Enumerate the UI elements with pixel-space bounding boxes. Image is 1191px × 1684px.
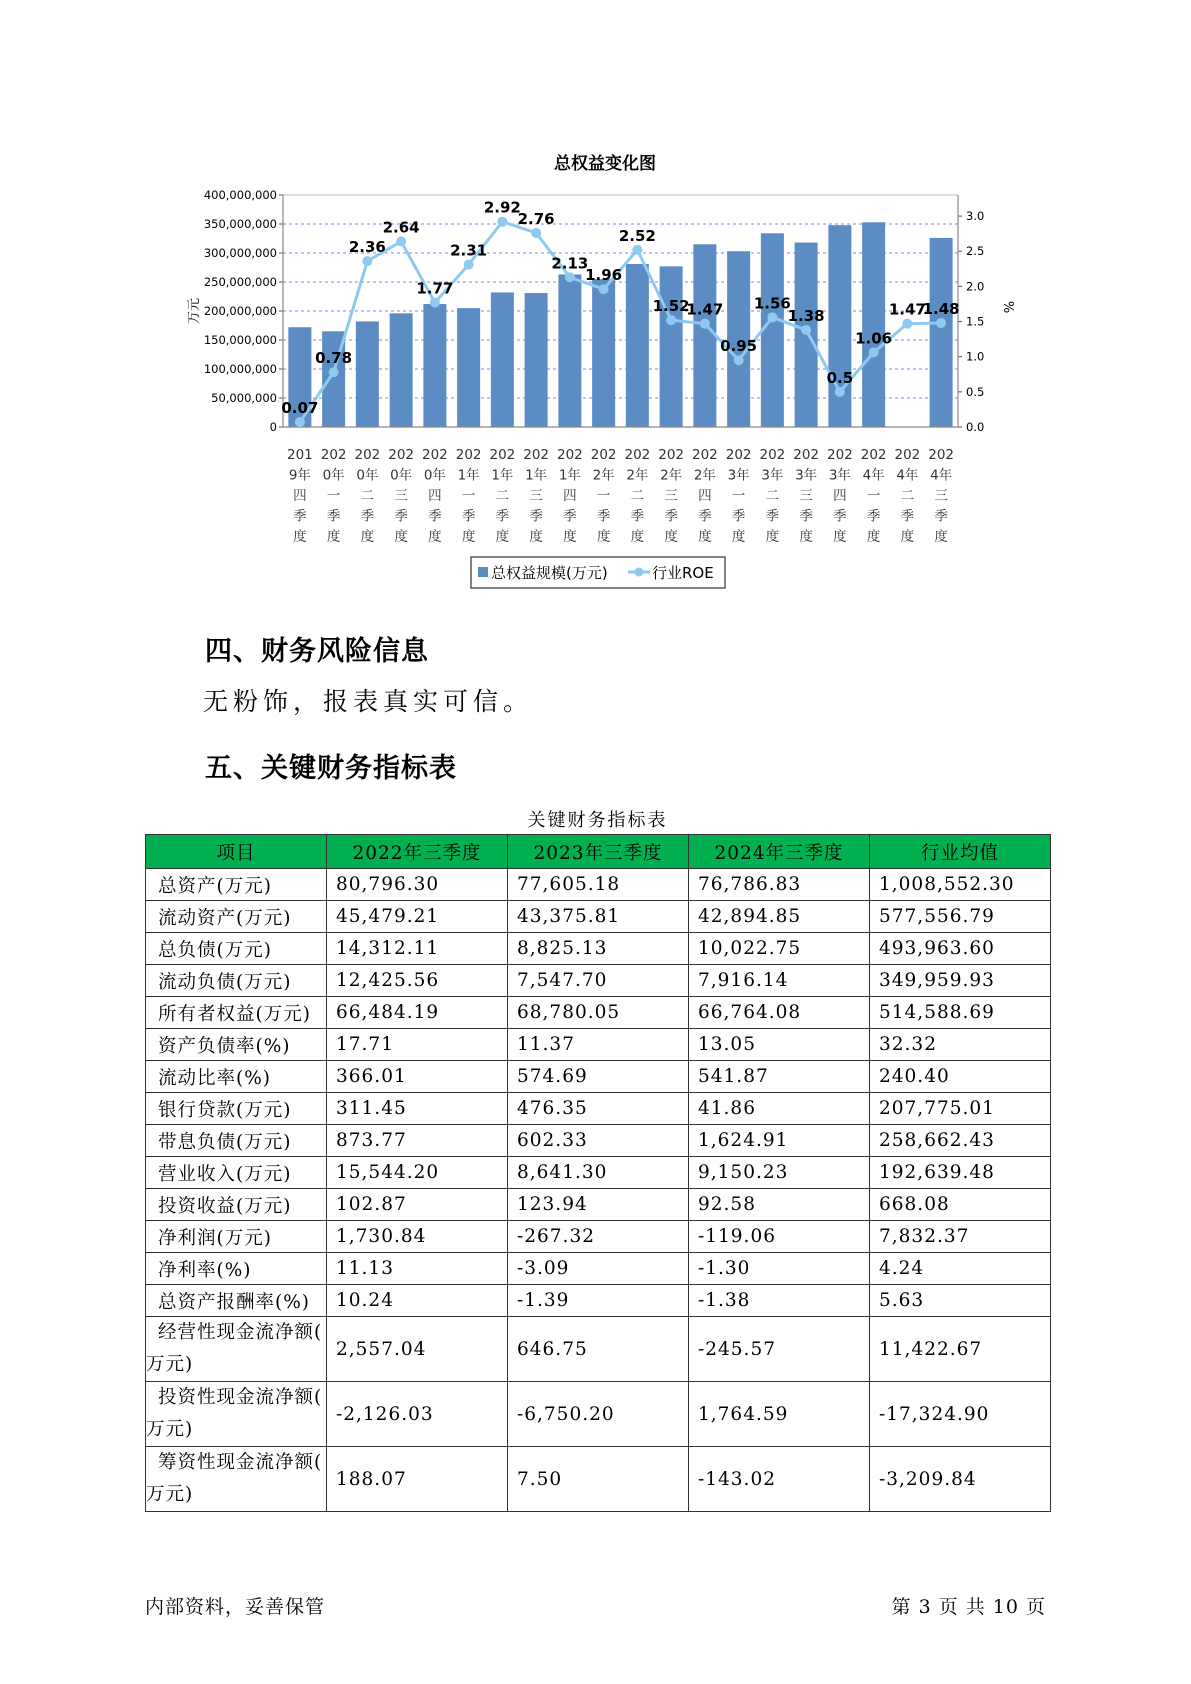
cell-value: 66,484.19 [327,997,508,1029]
x-tick-label: 202 [556,447,583,463]
roe-point [700,319,710,329]
row-label-line1: 投资性现金流净额( [158,1387,323,1408]
x-tick-label: 二 [900,488,915,504]
roe-point [835,387,845,397]
row-label: 流动负债(万元) [146,965,327,997]
x-tick-label: 4年 [896,467,919,484]
x-tick-label: 季 [596,508,611,525]
x-tick-label: 0年 [390,467,413,484]
x-tick-label: 一 [326,488,341,504]
table-row [146,1221,1051,1253]
cell-value: 668.08 [870,1189,1051,1221]
cell-value: 7.50 [508,1447,689,1512]
cell-value: 4.24 [870,1253,1051,1285]
cell-value: 13.05 [689,1029,870,1061]
x-tick-label: 四 [563,488,577,504]
cell-value: 32.32 [870,1029,1051,1061]
x-tick-label: 度 [563,529,577,545]
legend-swatch-marker [635,568,644,577]
cell-value: 240.40 [870,1061,1051,1093]
row-label [146,1317,327,1382]
table-caption: 关键财务指标表 [527,810,668,831]
x-tick-label: 202 [826,447,853,463]
x-tick-label: 度 [495,529,510,545]
bar [457,308,480,427]
x-tick-label: 三 [799,488,813,504]
table-row [146,1157,1051,1189]
x-tick-label: 一 [731,488,746,504]
x-tick-label: 201 [286,447,313,463]
bar [862,222,885,427]
x-tick-label: 度 [765,529,780,545]
x-tick-label: 3年 [761,467,784,484]
row-label [146,1447,327,1512]
x-tick-label: 季 [394,508,408,525]
cell-value: 602.33 [508,1125,689,1157]
x-tick-label: 度 [326,529,341,545]
x-tick-label: 度 [934,529,948,545]
x-tick-label: 季 [563,508,577,525]
bar [930,238,953,427]
header-industry-avg: 行业均值 [870,835,1051,869]
x-tick-label: 度 [529,529,543,545]
cell-value: 574.69 [508,1061,689,1093]
x-tick-label: 四 [698,488,712,504]
x-tick-label: 9年 [288,467,311,484]
cell-value: 45,479.21 [327,901,508,933]
roe-data-label: 0.5 [826,368,854,387]
y-tick-label: 150,000,000 [203,333,277,347]
cell-value: 77,605.18 [508,869,689,901]
roe-data-label: 1.56 [753,294,791,313]
x-tick-label: 度 [866,529,881,545]
roe-data-label: 1.48 [922,299,960,318]
x-tick-label: 三 [934,488,948,504]
table-row [146,997,1051,1029]
roe-point [497,217,507,227]
roe-point [801,325,811,335]
equity-chart [0,0,1191,600]
x-tick-label: 季 [731,508,746,525]
y2-tick-label: 0.0 [966,420,985,434]
x-tick-label: 度 [799,529,813,545]
x-tick-label: 2年 [626,467,649,484]
roe-point [362,256,372,266]
roe-point [329,367,339,377]
roe-data-label: 2.64 [382,218,420,237]
cell-value: -119.06 [689,1221,870,1253]
bar [423,304,446,427]
x-tick-label: 度 [461,529,476,545]
table-row [146,1029,1051,1061]
cell-value: 1,008,552.30 [870,869,1051,901]
cell-value: -143.02 [689,1447,870,1512]
table-header-row [146,835,1051,869]
chart-title: 总权益变化图 [554,154,656,174]
cell-value: 42,894.85 [689,901,870,933]
x-tick-label: 季 [664,508,678,525]
x-tick-label: 202 [928,447,955,463]
x-tick-label: 季 [698,508,712,525]
roe-data-label: 1.47 [686,300,724,319]
x-tick-label: 三 [529,488,543,504]
cell-value: 514,588.69 [870,997,1051,1029]
x-tick-label: 季 [360,508,375,525]
cell-value: 577,556.79 [870,901,1051,933]
y-tick-label: 200,000,000 [203,304,277,318]
x-tick-label: 度 [698,529,712,545]
footer-page-number: 第 3 页 共 10 页 [891,1596,1046,1618]
legend-swatch-bar [478,567,488,577]
x-tick-label: 202 [658,447,685,463]
roe-point [666,315,676,325]
roe-point [531,228,541,238]
x-tick-label: 度 [833,529,847,545]
row-label: 带息负债(万元) [146,1125,327,1157]
x-tick-label: 四 [428,488,442,504]
section4-body: 无粉饰，报表真实可信。 [203,687,534,716]
row-label-line1: 筹资性现金流净额( [158,1452,323,1473]
x-tick-label: 四 [833,488,847,504]
row-label: 投资收益(万元) [146,1189,327,1221]
cell-value: -6,750.20 [508,1382,689,1447]
cell-value: -3.09 [508,1253,689,1285]
roe-data-label: 1.96 [585,266,623,285]
x-tick-label: 季 [529,508,543,525]
y2-tick-label: 3.0 [966,209,985,224]
cell-value: 10,022.75 [689,933,870,965]
y-tick-label: 250,000,000 [203,275,277,289]
roe-point [565,272,575,282]
cell-value: 11.37 [508,1029,689,1061]
y-tick-label: 50,000,000 [211,391,277,405]
cell-value: -1.39 [508,1285,689,1317]
x-tick-label: 三 [664,488,678,504]
cell-value: 8,641.30 [508,1157,689,1189]
bar [356,321,379,427]
bar [390,313,413,427]
cell-value: -267.32 [508,1221,689,1253]
y2-tick-label: 1.0 [966,349,985,364]
roe-data-label: 2.13 [551,254,589,273]
cell-value: 873.77 [327,1125,508,1157]
table-row [146,1382,1051,1447]
bar [592,279,615,427]
header-2024q3: 2024年三季度 [689,835,870,869]
row-label: 资产负债率(%) [146,1029,327,1061]
x-tick-label: 季 [934,508,948,525]
cell-value: 11.13 [327,1253,508,1285]
table-row [146,1061,1051,1093]
row-label: 净利润(万元) [146,1221,327,1253]
x-tick-label: 202 [759,447,786,463]
cell-value: 192,639.48 [870,1157,1051,1189]
x-tick-label: 202 [354,447,381,463]
roe-data-label: 0.07 [281,399,319,418]
cell-value: 76,786.83 [689,869,870,901]
x-tick-label: 二 [360,488,375,504]
roe-data-label: 2.76 [517,209,555,228]
cell-value: 7,832.37 [870,1221,1051,1253]
x-tick-label: 202 [624,447,651,463]
cell-value: 311.45 [327,1093,508,1125]
section5-heading: 五、关键财务指标表 [205,753,457,784]
roe-point [902,319,912,329]
table-row [146,965,1051,997]
x-tick-label: 0年 [423,467,446,484]
bar [525,293,548,427]
roe-data-label: 0.95 [720,337,758,356]
bar [491,292,514,427]
x-tick-label: 一 [596,488,611,504]
row-label: 流动比率(%) [146,1061,327,1093]
cell-value: -1.30 [689,1253,870,1285]
x-tick-label: 2年 [660,467,683,484]
x-tick-label: 季 [630,508,645,525]
bar [693,244,716,427]
x-tick-label: 季 [495,508,510,525]
x-tick-label: 0年 [356,467,379,484]
x-tick-label: 1年 [558,467,581,484]
x-tick-label: 4年 [930,467,953,484]
footer-confidential: 内部资料，妥善保管 [145,1596,326,1618]
x-tick-label: 202 [894,447,921,463]
cell-value: 7,547.70 [508,965,689,997]
roe-data-label: 0.78 [315,349,353,368]
x-tick-label: 度 [394,529,408,545]
y2-tick-label: 1.5 [966,314,985,329]
roe-point [396,236,406,246]
cell-value: 11,422.67 [870,1317,1051,1382]
cell-value: 10.24 [327,1285,508,1317]
row-label: 总资产报酬率(%) [146,1285,327,1317]
x-tick-label: 3年 [727,467,750,484]
table-row [146,1189,1051,1221]
roe-data-label: 2.36 [348,238,386,257]
x-tick-label: 一 [461,488,476,504]
roe-data-label: 1.47 [888,300,926,319]
roe-data-label: 1.38 [787,306,825,325]
x-tick-label: 度 [428,529,442,545]
x-tick-label: 季 [428,508,442,525]
cell-value: 1,764.59 [689,1382,870,1447]
row-label: 总资产(万元) [146,869,327,901]
roe-data-label: 1.06 [855,329,893,348]
roe-point [632,245,642,255]
bar [660,266,683,427]
bar [626,264,649,427]
cell-value: 92.58 [689,1189,870,1221]
y-tick-label: 100,000,000 [203,362,277,376]
row-label: 净利率(%) [146,1253,327,1285]
y2-tick-label: 2.5 [966,244,985,259]
x-tick-label: 1年 [491,467,514,484]
x-tick-label: 202 [455,447,482,463]
row-label: 所有者权益(万元) [146,997,327,1029]
x-tick-label: 度 [293,529,307,545]
x-tick-label: 二 [765,488,780,504]
x-tick-label: 三 [394,488,408,504]
cell-value: 7,916.14 [689,965,870,997]
y-tick-label: 0 [269,420,277,434]
cell-value: 5.63 [870,1285,1051,1317]
roe-data-label: 2.52 [618,226,656,245]
row-label-line2: 万元) [146,1484,194,1505]
y-axis-label: 万元 [187,297,202,325]
x-tick-label: 季 [461,508,476,525]
roe-data-label: 1.52 [652,297,690,316]
table-row [146,1447,1051,1512]
y-tick-label: 350,000,000 [203,217,277,231]
x-tick-label: 季 [293,508,307,525]
x-tick-label: 202 [691,447,718,463]
roe-data-label: 1.77 [416,279,454,298]
cell-value: 366.01 [327,1061,508,1093]
x-tick-label: 202 [421,447,448,463]
y-tick-label: 400,000,000 [203,188,277,202]
x-tick-label: 4年 [862,467,885,484]
row-label-line1: 经营性现金流净额( [158,1322,323,1343]
cell-value: 41.86 [689,1093,870,1125]
table-row [146,1093,1051,1125]
cell-value: 493,963.60 [870,933,1051,965]
x-tick-label: 202 [590,447,617,463]
cell-value: -17,324.90 [870,1382,1051,1447]
x-tick-label: 季 [900,508,915,525]
cell-value: 80,796.30 [327,869,508,901]
cell-value: 541.87 [689,1061,870,1093]
header-item: 项目 [146,835,327,869]
y-tick-label: 300,000,000 [203,246,277,260]
table-row [146,1317,1051,1382]
roe-data-label: 2.31 [450,241,488,260]
table-row [146,869,1051,901]
y2-axis-label: % [1000,300,1015,314]
x-tick-label: 季 [799,508,813,525]
table-row [146,1253,1051,1285]
cell-value: 258,662.43 [870,1125,1051,1157]
x-tick-label: 度 [360,529,375,545]
table-row [146,933,1051,965]
x-tick-label: 202 [320,447,347,463]
roe-point [295,417,305,427]
cell-value: 43,375.81 [508,901,689,933]
bar [558,274,581,427]
x-tick-label: 季 [866,508,881,525]
bar [761,233,784,427]
cell-value: 9,150.23 [689,1157,870,1189]
x-tick-label: 二 [495,488,510,504]
roe-point [869,347,879,357]
header-2023q3: 2023年三季度 [508,835,689,869]
x-tick-label: 度 [731,529,746,545]
roe-point [767,312,777,322]
cell-value: -3,209.84 [870,1447,1051,1512]
cell-value: 207,775.01 [870,1093,1051,1125]
x-tick-label: 1年 [525,467,548,484]
row-label: 流动资产(万元) [146,901,327,933]
x-tick-label: 度 [900,529,915,545]
x-tick-label: 202 [793,447,820,463]
x-tick-label: 季 [833,508,847,525]
x-tick-label: 一 [866,488,881,504]
x-tick-label: 3年 [795,467,818,484]
roe-point [734,355,744,365]
cell-value: 66,764.08 [689,997,870,1029]
x-tick-label: 季 [765,508,780,525]
cell-value: 646.75 [508,1317,689,1382]
x-tick-label: 二 [630,488,645,504]
roe-point [464,260,474,270]
cell-value: 8,825.13 [508,933,689,965]
x-tick-label: 0年 [322,467,345,484]
legend-label-roe: 行业ROE [652,564,714,582]
x-tick-label: 202 [388,447,415,463]
table-row [146,901,1051,933]
x-tick-label: 度 [630,529,645,545]
roe-point [430,298,440,308]
x-tick-label: 度 [664,529,678,545]
cell-value: -1.38 [689,1285,870,1317]
row-label [146,1382,327,1447]
cell-value: 1,624.91 [689,1125,870,1157]
table-row [146,1125,1051,1157]
cell-value: -2,126.03 [327,1382,508,1447]
roe-point [599,284,609,294]
legend-label-equity: 总权益规模(万元) [491,564,608,582]
cell-value: 14,312.11 [327,933,508,965]
cell-value: 102.87 [327,1189,508,1221]
x-tick-label: 四 [293,488,307,504]
cell-value: 68,780.05 [508,997,689,1029]
row-label: 营业收入(万元) [146,1157,327,1189]
cell-value: 17.71 [327,1029,508,1061]
cell-value: 15,544.20 [327,1157,508,1189]
x-tick-label: 202 [725,447,752,463]
row-label: 银行贷款(万元) [146,1093,327,1125]
x-tick-label: 1年 [457,467,480,484]
y2-tick-label: 0.5 [966,384,985,399]
y2-tick-label: 2.0 [966,279,985,294]
x-tick-label: 202 [860,447,887,463]
row-label: 总负债(万元) [146,933,327,965]
cell-value: 1,730.84 [327,1221,508,1253]
x-tick-label: 2年 [693,467,716,484]
x-tick-label: 202 [523,447,550,463]
cell-value: 2,557.04 [327,1317,508,1382]
roe-point [936,318,946,328]
cell-value: 12,425.56 [327,965,508,997]
cell-value: -245.57 [689,1317,870,1382]
row-label-line2: 万元) [146,1419,194,1440]
x-tick-label: 2年 [592,467,615,484]
cell-value: 123.94 [508,1189,689,1221]
x-tick-label: 3年 [828,467,851,484]
section4-heading: 四、财务风险信息 [205,636,429,667]
cell-value: 349,959.93 [870,965,1051,997]
key-financial-table [145,834,1051,1512]
row-label-line2: 万元) [146,1354,194,1375]
x-tick-label: 季 [326,508,341,525]
x-tick-label: 202 [489,447,516,463]
header-2022q3: 2022年三季度 [327,835,508,869]
cell-value: 188.07 [327,1447,508,1512]
table-row [146,1285,1051,1317]
cell-value: 476.35 [508,1093,689,1125]
roe-data-label: 2.92 [483,198,521,217]
x-tick-label: 度 [596,529,611,545]
